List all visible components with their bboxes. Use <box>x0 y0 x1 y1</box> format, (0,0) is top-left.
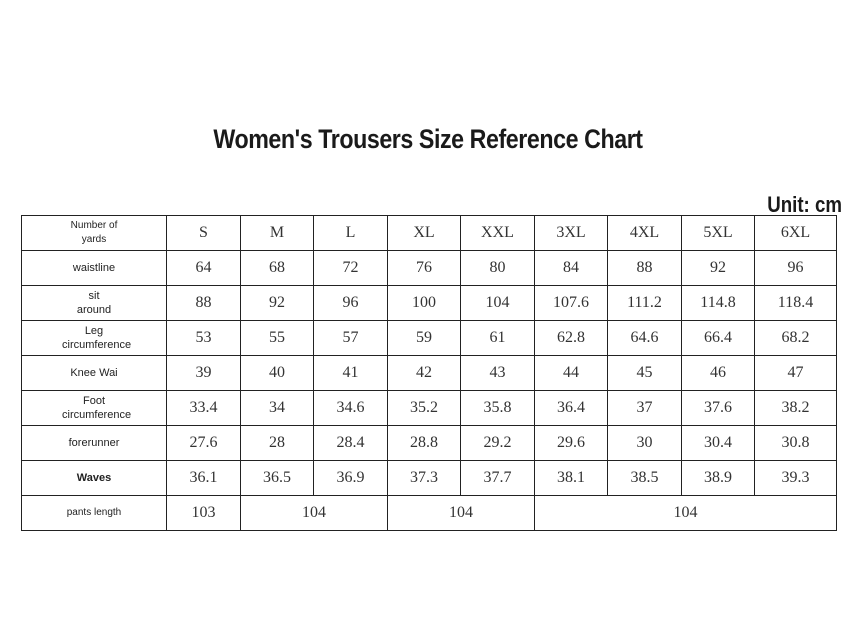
table-cell: 107.6 <box>535 286 608 321</box>
table-row <box>22 251 837 286</box>
table-cell: 84 <box>535 251 608 286</box>
table-cell: 104 <box>535 496 837 531</box>
table-cell: 96 <box>755 251 837 286</box>
header-row <box>22 216 837 251</box>
table-cell: 92 <box>241 286 314 321</box>
table-row <box>22 356 837 391</box>
table-cell: 59 <box>388 321 461 356</box>
table-cell: 88 <box>608 251 682 286</box>
chart-title: Women's Trousers Size Reference Chart <box>213 124 643 154</box>
table-cell: 114.8 <box>682 286 755 321</box>
row-label: sit around <box>22 286 167 321</box>
row-label: Leg circumference <box>22 321 167 356</box>
table-cell: 111.2 <box>608 286 682 321</box>
table-cell: 30.4 <box>682 426 755 461</box>
table-cell: 88 <box>167 286 241 321</box>
size-header: 6XL <box>755 216 837 251</box>
table-cell: 42 <box>388 356 461 391</box>
table-cell: 80 <box>461 251 535 286</box>
pants-length-row <box>22 496 837 531</box>
table-cell: 92 <box>682 251 755 286</box>
table-cell: 100 <box>388 286 461 321</box>
table-cell: 64.6 <box>608 321 682 356</box>
table-cell: 38.1 <box>535 461 608 496</box>
table-cell: 30.8 <box>755 426 837 461</box>
table-cell: 37 <box>608 391 682 426</box>
table-cell: 38.2 <box>755 391 837 426</box>
unit-label: Unit: cm <box>767 192 842 217</box>
size-header: XXL <box>461 216 535 251</box>
table-cell: 64 <box>167 251 241 286</box>
table-row <box>22 321 837 356</box>
size-header: 5XL <box>682 216 755 251</box>
header-label: Number of yards <box>22 216 167 251</box>
table-cell: 76 <box>388 251 461 286</box>
table-cell: 96 <box>314 286 388 321</box>
table-cell: 30 <box>608 426 682 461</box>
table-row <box>22 391 837 426</box>
size-header: XL <box>388 216 461 251</box>
table-cell: 33.4 <box>167 391 241 426</box>
table-cell: 29.6 <box>535 426 608 461</box>
size-header: 3XL <box>535 216 608 251</box>
row-label: pants length <box>22 496 167 531</box>
table-cell: 37.6 <box>682 391 755 426</box>
table-cell: 36.9 <box>314 461 388 496</box>
table-cell: 36.4 <box>535 391 608 426</box>
table-cell: 68.2 <box>755 321 837 356</box>
table-row <box>22 426 837 461</box>
table-cell: 43 <box>461 356 535 391</box>
table-cell: 27.6 <box>167 426 241 461</box>
row-label: Foot circumference <box>22 391 167 426</box>
size-header: S <box>167 216 241 251</box>
table-cell: 118.4 <box>755 286 837 321</box>
table-cell: 35.2 <box>388 391 461 426</box>
table-cell: 35.8 <box>461 391 535 426</box>
table-cell: 34 <box>241 391 314 426</box>
size-header: M <box>241 216 314 251</box>
table-cell: 28.8 <box>388 426 461 461</box>
row-label: Waves <box>22 461 167 496</box>
table-cell: 40 <box>241 356 314 391</box>
table-cell: 38.9 <box>682 461 755 496</box>
table-cell: 44 <box>535 356 608 391</box>
row-label: Knee Wai <box>22 356 167 391</box>
table-cell: 47 <box>755 356 837 391</box>
table-cell: 37.7 <box>461 461 535 496</box>
table-cell: 28 <box>241 426 314 461</box>
table-cell: 53 <box>167 321 241 356</box>
table-cell: 41 <box>314 356 388 391</box>
table-cell: 45 <box>608 356 682 391</box>
table-cell: 104 <box>241 496 388 531</box>
table-row <box>22 461 837 496</box>
table-row <box>22 286 837 321</box>
table-cell: 72 <box>314 251 388 286</box>
table-cell: 38.5 <box>608 461 682 496</box>
table-cell: 46 <box>682 356 755 391</box>
row-label: forerunner <box>22 426 167 461</box>
table-cell: 68 <box>241 251 314 286</box>
table-cell: 66.4 <box>682 321 755 356</box>
size-header: L <box>314 216 388 251</box>
table-cell: 37.3 <box>388 461 461 496</box>
table-cell: 39 <box>167 356 241 391</box>
table-cell: 61 <box>461 321 535 356</box>
table-cell: 36.5 <box>241 461 314 496</box>
table-cell: 36.1 <box>167 461 241 496</box>
table-cell: 57 <box>314 321 388 356</box>
table-cell: 104 <box>461 286 535 321</box>
table-cell: 34.6 <box>314 391 388 426</box>
size-table <box>21 215 837 531</box>
table-cell: 103 <box>167 496 241 531</box>
table-cell: 55 <box>241 321 314 356</box>
table-cell: 104 <box>388 496 535 531</box>
table-cell: 39.3 <box>755 461 837 496</box>
size-header: 4XL <box>608 216 682 251</box>
table-cell: 29.2 <box>461 426 535 461</box>
table-cell: 28.4 <box>314 426 388 461</box>
table-cell: 62.8 <box>535 321 608 356</box>
row-label: waistline <box>22 251 167 286</box>
